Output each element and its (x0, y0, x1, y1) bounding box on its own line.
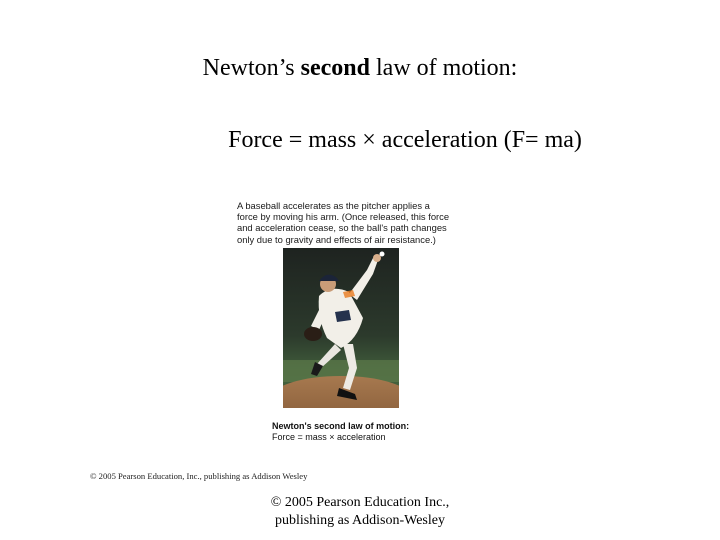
footer-line2: publishing as Addison-Wesley (275, 513, 445, 528)
title-prefix: Newton’s (202, 55, 301, 81)
figure-label-line2: Force = mass × acceleration (272, 431, 386, 442)
title-emphasis: second (300, 55, 370, 81)
title-suffix: law of motion: (370, 55, 518, 81)
figure-copyright: © 2005 Pearson Education, Inc., publishing as Addison Wesley (90, 471, 308, 481)
formula-text: Force = mass × acceleration (F= ma) (228, 127, 582, 153)
slide-title (0, 55, 720, 82)
baseball-pitcher-photo (283, 248, 399, 408)
figure-label-line1: Newton's second law of motion: (272, 421, 410, 431)
slide-footer (0, 494, 720, 530)
pitcher-illustration (283, 248, 399, 408)
figure-label (272, 421, 472, 442)
figure-caption: A baseball accelerates as the pitcher applies a force by moving his arm. (Once released, this force and acceleration cease, so the ball's path changes only due to gravity and effects of air resistance.) (237, 200, 450, 245)
footer-line1: © 2005 Pearson Education Inc., (270, 495, 450, 510)
